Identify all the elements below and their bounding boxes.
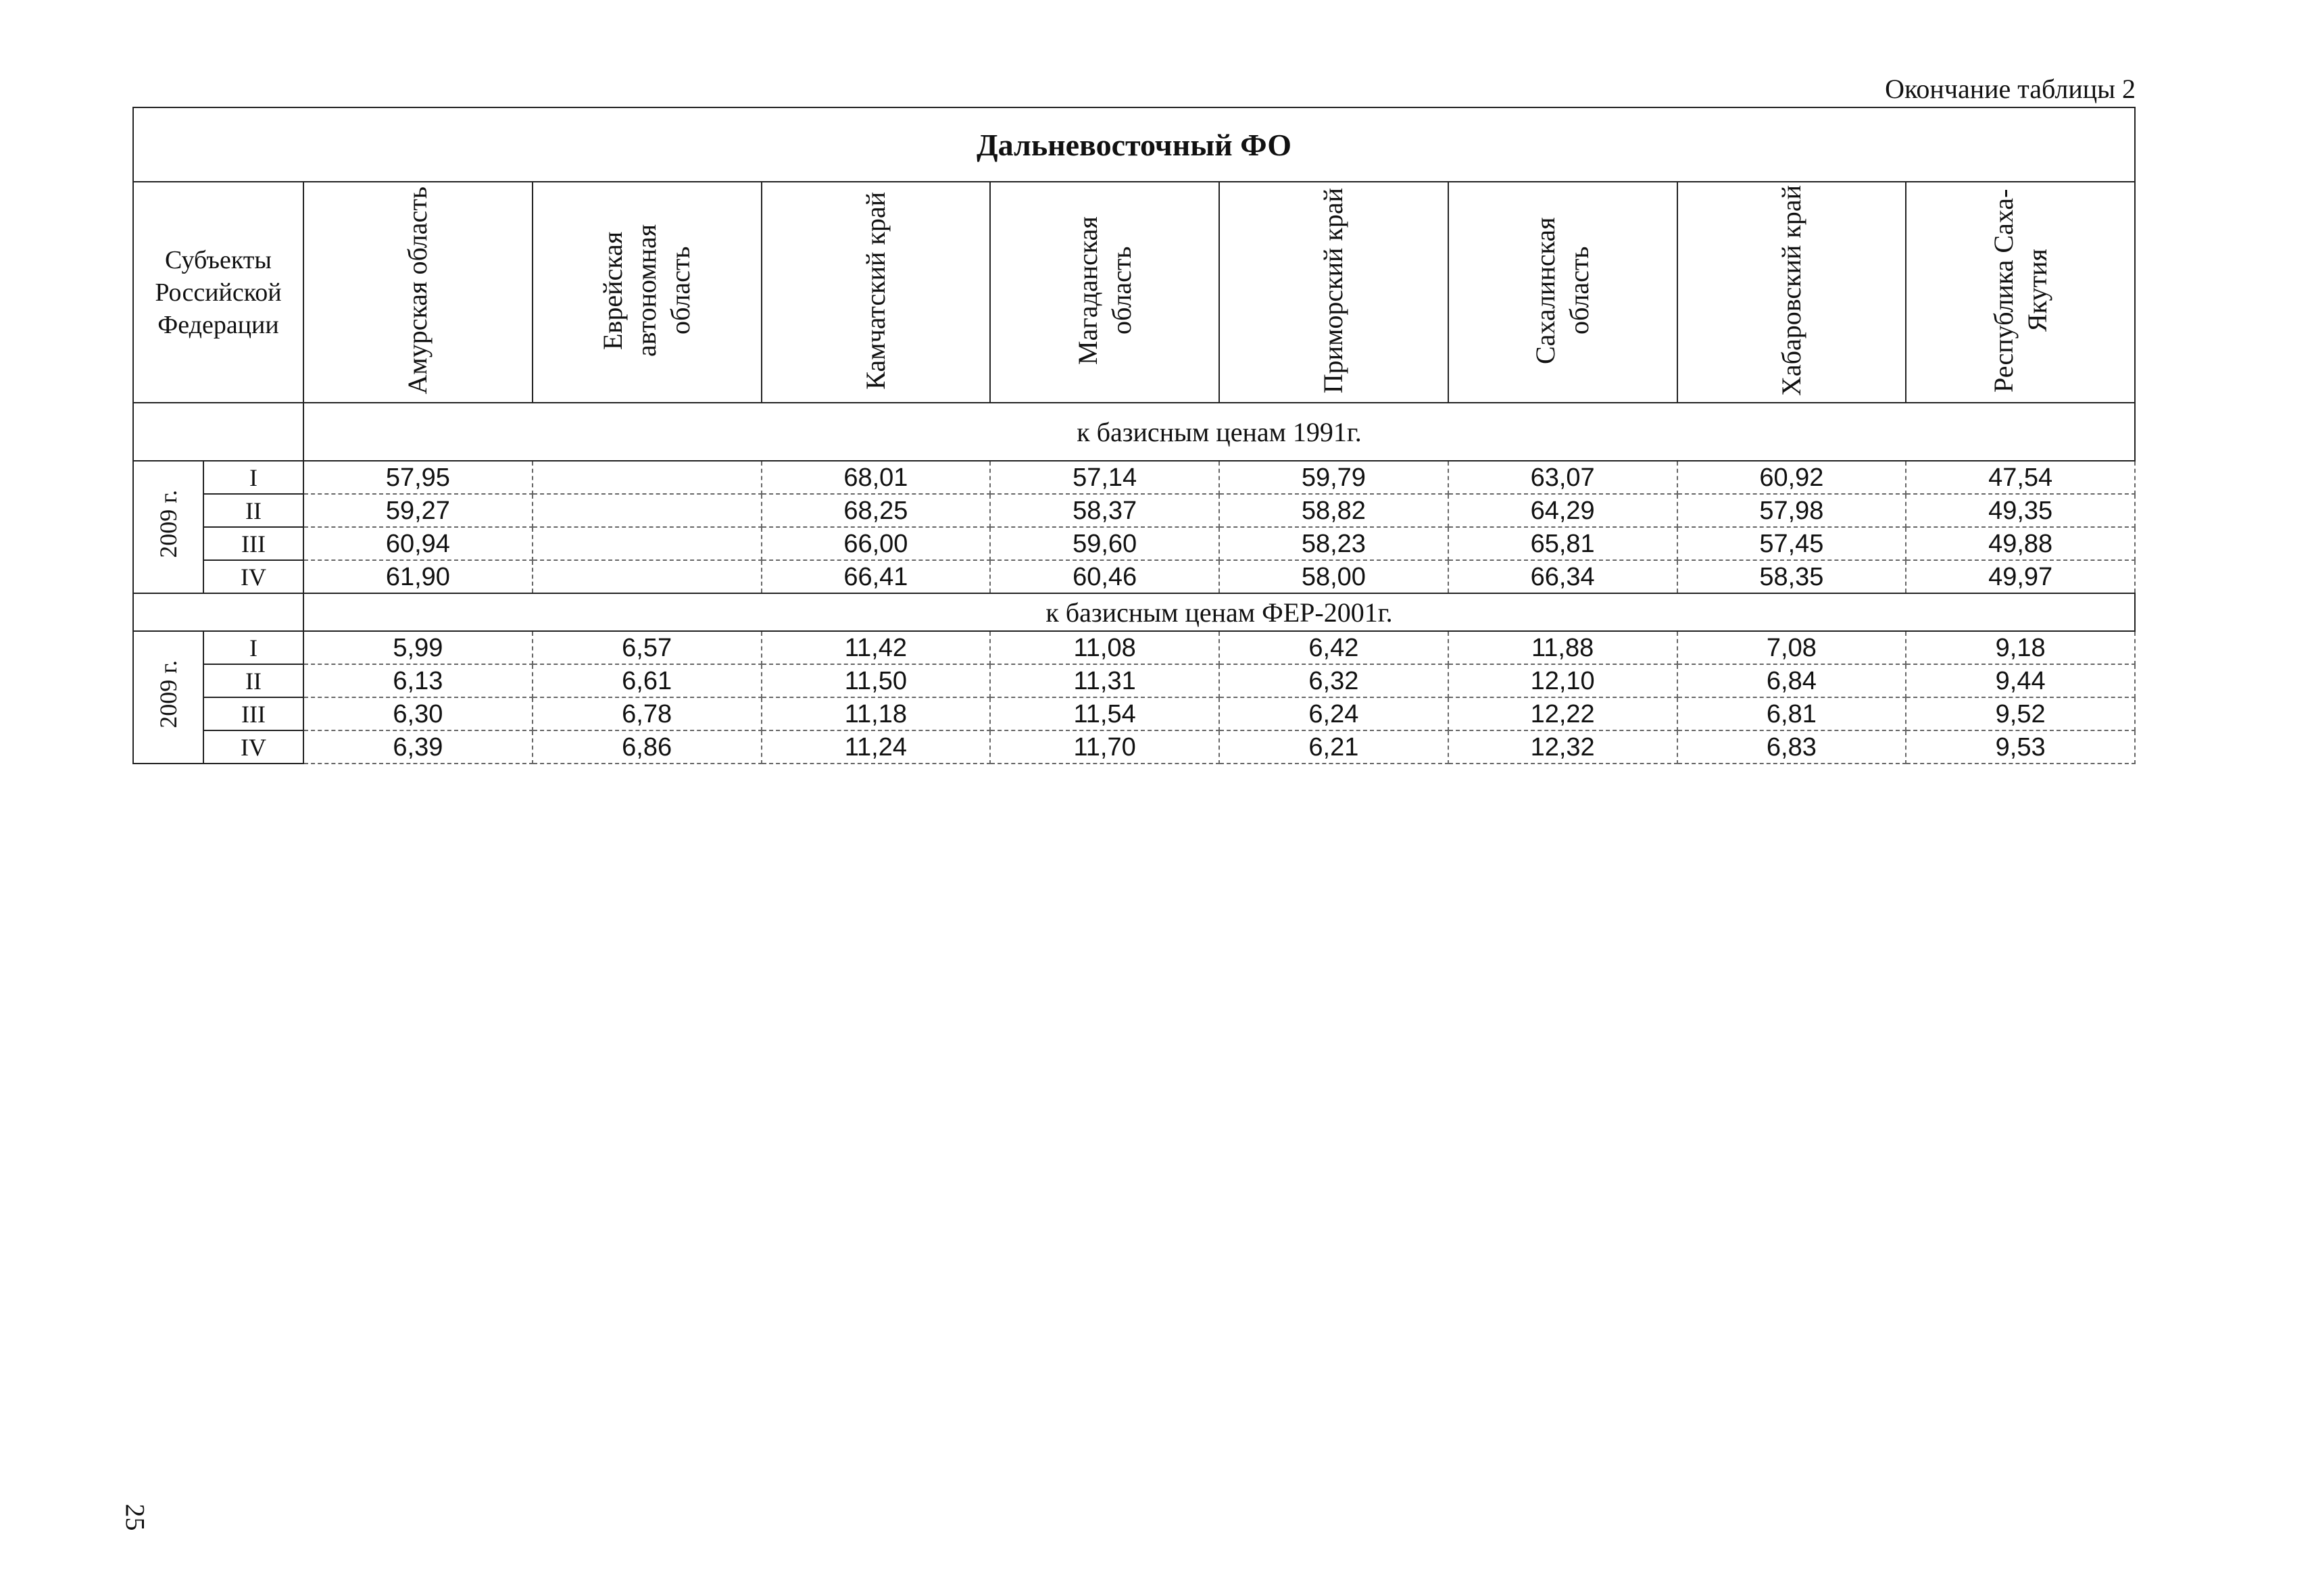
value-cell: 58,23 — [1219, 527, 1448, 560]
quarter-cell: III — [203, 527, 303, 560]
value-cell: 58,00 — [1219, 560, 1448, 593]
value-cell: 49,35 — [1906, 494, 2135, 527]
column-header — [303, 182, 533, 403]
value-cell: 60,92 — [1677, 461, 1906, 494]
column-header-label: Хабаровский край — [1775, 185, 1806, 396]
value-cell: 49,97 — [1906, 560, 2135, 593]
table-row — [133, 494, 2135, 527]
value-cell: 49,88 — [1906, 527, 2135, 560]
column-header — [1448, 182, 1677, 403]
value-cell: 6,78 — [533, 697, 762, 730]
value-cell: 9,53 — [1906, 730, 2135, 764]
region-title: Дальневосточный ФО — [133, 107, 2135, 182]
value-cell: 59,79 — [1219, 461, 1448, 494]
value-cell: 9,52 — [1906, 697, 2135, 730]
quarter-cell: IV — [203, 730, 303, 764]
column-header-label: Камчатский край — [860, 191, 891, 390]
quarter-cell: II — [203, 664, 303, 697]
value-cell: 6,30 — [303, 697, 533, 730]
section-title-row — [133, 403, 2135, 461]
year-label: 2009 г. — [155, 490, 182, 558]
quarter-cell: I — [203, 631, 303, 664]
value-cell: 6,81 — [1677, 697, 1906, 730]
table-row — [133, 631, 2135, 664]
value-cell: 57,98 — [1677, 494, 1906, 527]
table-caption: Окончание таблицы 2 — [1885, 74, 2136, 104]
value-cell — [533, 560, 762, 593]
value-cell: 64,29 — [1448, 494, 1677, 527]
value-cell: 11,42 — [762, 631, 991, 664]
table-row — [133, 697, 2135, 730]
column-header-label: Сахалинская область — [1530, 217, 1595, 364]
value-cell: 11,70 — [990, 730, 1219, 764]
price-index-table — [132, 107, 2136, 764]
column-header-label: Приморский край — [1318, 187, 1349, 394]
column-header — [533, 182, 762, 403]
column-header — [1906, 182, 2135, 403]
section-title: к базисным ценам 1991г. — [303, 403, 2135, 461]
column-header-label: Магаданская область — [1072, 216, 1137, 365]
value-cell: 60,94 — [303, 527, 533, 560]
table-row — [133, 560, 2135, 593]
quarter-cell: III — [203, 697, 303, 730]
value-cell: 11,18 — [762, 697, 991, 730]
value-cell: 6,83 — [1677, 730, 1906, 764]
value-cell: 11,54 — [990, 697, 1219, 730]
value-cell: 59,60 — [990, 527, 1219, 560]
value-cell: 58,35 — [1677, 560, 1906, 593]
column-header-row — [133, 182, 2135, 403]
value-cell: 12,32 — [1448, 730, 1677, 764]
column-header — [990, 182, 1219, 403]
value-cell — [533, 527, 762, 560]
value-cell: 57,95 — [303, 461, 533, 494]
year-label: 2009 г. — [155, 660, 182, 728]
column-header-label: Еврейская автономная область — [597, 224, 696, 357]
year-cell — [133, 461, 203, 593]
quarter-cell: IV — [203, 560, 303, 593]
value-cell: 58,37 — [990, 494, 1219, 527]
value-cell: 6,84 — [1677, 664, 1906, 697]
value-cell: 12,22 — [1448, 697, 1677, 730]
value-cell: 5,99 — [303, 631, 533, 664]
value-cell: 6,86 — [533, 730, 762, 764]
value-cell: 11,08 — [990, 631, 1219, 664]
value-cell: 11,24 — [762, 730, 991, 764]
value-cell: 9,18 — [1906, 631, 2135, 664]
value-cell: 57,45 — [1677, 527, 1906, 560]
table-row — [133, 664, 2135, 697]
value-cell: 12,10 — [1448, 664, 1677, 697]
value-cell: 57,14 — [990, 461, 1219, 494]
value-cell — [533, 461, 762, 494]
value-cell: 60,46 — [990, 560, 1219, 593]
table-row — [133, 730, 2135, 764]
value-cell: 6,13 — [303, 664, 533, 697]
value-cell: 68,25 — [762, 494, 991, 527]
quarter-cell: II — [203, 494, 303, 527]
value-cell: 61,90 — [303, 560, 533, 593]
column-header-label: Республика Саха-Якутия — [1988, 189, 2052, 393]
section-blank-cell — [133, 403, 303, 461]
value-cell: 6,42 — [1219, 631, 1448, 664]
value-cell: 66,00 — [762, 527, 991, 560]
value-cell: 59,27 — [303, 494, 533, 527]
value-cell: 6,57 — [533, 631, 762, 664]
value-cell: 6,21 — [1219, 730, 1448, 764]
table-row — [133, 527, 2135, 560]
value-cell: 11,88 — [1448, 631, 1677, 664]
value-cell: 6,39 — [303, 730, 533, 764]
value-cell: 47,54 — [1906, 461, 2135, 494]
year-cell — [133, 631, 203, 764]
value-cell: 6,61 — [533, 664, 762, 697]
table-row — [133, 461, 2135, 494]
value-cell: 7,08 — [1677, 631, 1906, 664]
value-cell: 58,82 — [1219, 494, 1448, 527]
column-header — [762, 182, 991, 403]
section-blank-cell — [133, 593, 303, 631]
value-cell: 63,07 — [1448, 461, 1677, 494]
region-title-row — [133, 107, 2135, 182]
value-cell: 6,32 — [1219, 664, 1448, 697]
value-cell: 66,41 — [762, 560, 991, 593]
section-title-row — [133, 593, 2135, 631]
value-cell: 6,24 — [1219, 697, 1448, 730]
value-cell: 66,34 — [1448, 560, 1677, 593]
column-header — [1219, 182, 1448, 403]
page-number: 25 — [120, 1503, 151, 1531]
value-cell: 11,50 — [762, 664, 991, 697]
section-title: к базисным ценам ФЕР-2001г. — [303, 593, 2135, 631]
column-header — [1677, 182, 1906, 403]
value-cell: 9,44 — [1906, 664, 2135, 697]
value-cell: 11,31 — [990, 664, 1219, 697]
column-header-label: Амурская область — [402, 186, 433, 395]
value-cell: 65,81 — [1448, 527, 1677, 560]
quarter-cell: I — [203, 461, 303, 494]
value-cell — [533, 494, 762, 527]
value-cell: 68,01 — [762, 461, 991, 494]
subjects-label: Субъекты Российской Федерации — [133, 182, 303, 403]
